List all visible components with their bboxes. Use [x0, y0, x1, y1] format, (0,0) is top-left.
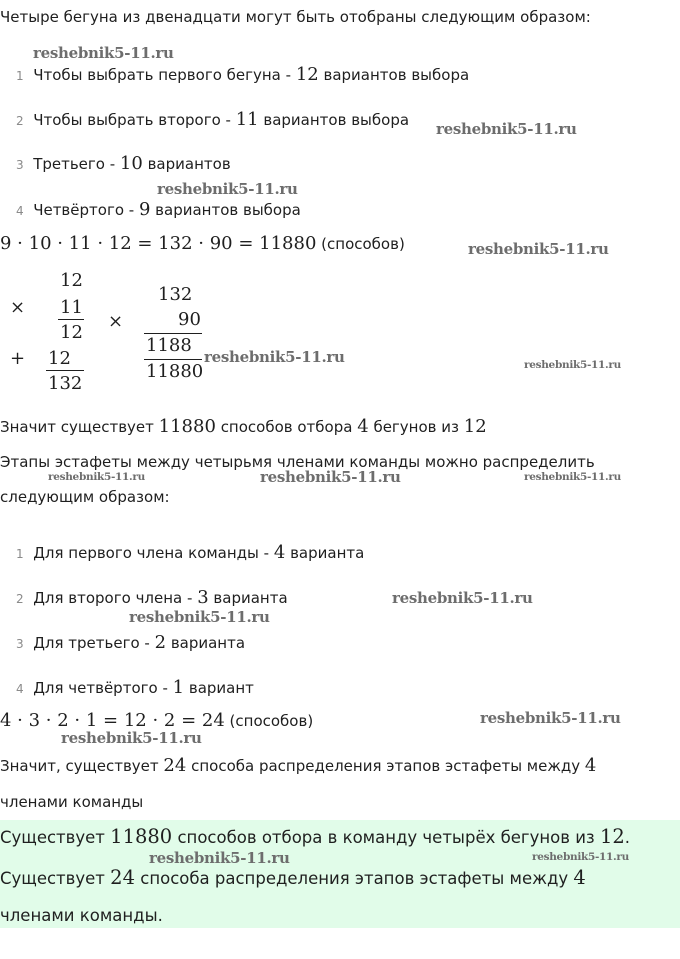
formula-line: [0, 710, 313, 731]
list-text: вариантов выбора: [318, 66, 470, 84]
conclusion-text: способа распределения этапов эстафеты между: [186, 757, 585, 775]
list-item: [16, 542, 364, 563]
list-number-value: 10: [119, 153, 143, 174]
product-result: 11880: [146, 361, 204, 382]
list-text: Третьего -: [33, 155, 120, 173]
list-text: Для третьего -: [33, 634, 155, 652]
answer-line3: членами команды.: [0, 906, 163, 925]
list-item: [16, 64, 469, 85]
list-text: Для первого члена команды -: [33, 544, 274, 562]
list-number-value: 12: [295, 64, 319, 85]
list-item: [16, 632, 245, 653]
conclusion-text: бегунов из: [368, 418, 464, 436]
list-text: Чтобы выбрать второго -: [33, 111, 236, 129]
list-number-value: 2: [154, 632, 167, 653]
list-item: [16, 587, 288, 608]
answer-text: .: [624, 828, 631, 847]
list-text: вариантов выбора: [258, 111, 410, 129]
watermark: reshebnik5-11.ru: [48, 471, 145, 483]
list-number: 1: [16, 69, 24, 83]
answer-number: 12: [599, 825, 625, 848]
conclusion-number: 12: [463, 416, 487, 437]
list-number-value: 3: [197, 587, 209, 608]
watermark: reshebnik5-11.ru: [524, 359, 621, 371]
list-number: 2: [16, 592, 24, 606]
answer-line2: [0, 866, 586, 889]
list-number-value: 1: [172, 677, 185, 698]
formula-line: [0, 233, 405, 254]
list-item: [16, 199, 301, 220]
list-number: 4: [16, 682, 24, 696]
product-result: 132: [48, 373, 83, 394]
rule-line: [144, 333, 202, 334]
conclusion-number: 24: [163, 755, 187, 776]
list-text: варианта: [285, 544, 365, 562]
conclusion-text: способов отбора: [215, 418, 358, 436]
list-text: варианта: [208, 589, 288, 607]
part2-conclusion-line2: членами команды: [0, 793, 144, 811]
watermark: reshebnik5-11.ru: [157, 180, 298, 198]
part2-intro-line2: следующим образом:: [0, 488, 170, 506]
watermark: reshebnik5-11.ru: [524, 471, 621, 483]
conclusion-number: 4: [357, 416, 369, 437]
watermark: reshebnik5-11.ru: [480, 709, 621, 727]
conclusion-text: Значит, существует: [0, 757, 164, 775]
list-number: 1: [16, 547, 24, 561]
partial-product: 1188: [146, 335, 192, 356]
watermark: reshebnik5-11.ru: [204, 348, 345, 366]
formula: 9 · 10 · 11 · 12 = 132 · 90 = 11880: [0, 233, 317, 254]
multiplier: 90: [178, 309, 201, 330]
list-text: вариантов: [142, 155, 231, 173]
watermark: reshebnik5-11.ru: [149, 849, 290, 867]
list-item: [16, 677, 254, 698]
list-number-value: 9: [138, 199, 151, 220]
answer-number: 11880: [110, 825, 173, 848]
list-item: [16, 109, 409, 130]
list-text: Чтобы выбрать первого бегуна -: [33, 66, 296, 84]
times-sign: ×: [108, 311, 124, 332]
watermark: reshebnik5-11.ru: [392, 589, 533, 607]
list-number: 2: [16, 114, 24, 128]
answer-text: способа распределения этапов эстафеты между: [135, 869, 574, 888]
rule-line: [46, 370, 84, 371]
answer-text: Существует: [0, 869, 111, 888]
times-sign: ×: [10, 297, 26, 318]
answer-text: способов отбора в команду четырёх бегунов из: [172, 828, 600, 847]
list-number-value: 4: [273, 542, 286, 563]
watermark: reshebnik5-11.ru: [33, 44, 174, 62]
formula: 4 · 3 · 2 · 1 = 12 · 2 = 24: [0, 710, 225, 731]
multiplier: 11: [60, 297, 83, 318]
part1-intro: Четыре бегуна из двенадцати могут быть отобраны следующим образом:: [0, 8, 591, 26]
rule-line: [58, 319, 84, 320]
conclusion-number: 11880: [158, 416, 216, 437]
watermark: reshebnik5-11.ru: [260, 468, 401, 486]
answer-number: 24: [110, 866, 135, 889]
conclusion-text: Значит существует: [0, 418, 159, 436]
answer-number: 4: [573, 866, 586, 889]
part2-intro-line1: Этапы эстафеты между четырьмя членами команды можно распределить: [0, 453, 595, 471]
answer-text: Существует: [0, 828, 111, 847]
watermark: reshebnik5-11.ru: [61, 729, 202, 747]
list-text: Для четвёртого -: [33, 679, 173, 697]
partial-product: 12: [60, 322, 83, 343]
watermark: reshebnik5-11.ru: [468, 240, 609, 258]
formula-unit: (способов): [316, 235, 405, 253]
partial-product: 12: [48, 348, 71, 369]
list-number: 3: [16, 637, 24, 651]
multiplicand: 132: [158, 284, 193, 305]
conclusion-number: 4: [584, 755, 597, 776]
answer-line1: [0, 825, 630, 848]
list-number: 3: [16, 158, 24, 172]
part1-conclusion: [0, 416, 487, 437]
list-text: вариантов выбора: [150, 201, 301, 219]
watermark: reshebnik5-11.ru: [532, 851, 629, 863]
list-number-value: 11: [235, 109, 259, 130]
list-text: Для второго члена -: [33, 589, 198, 607]
plus-sign: +: [10, 348, 26, 369]
part2-conclusion: [0, 755, 596, 776]
rule-line: [144, 359, 202, 360]
list-number: 4: [16, 204, 24, 218]
formula-unit: (способов): [224, 712, 314, 730]
watermark: reshebnik5-11.ru: [129, 608, 270, 626]
list-text: вариант: [184, 679, 254, 697]
list-item: [16, 153, 231, 174]
list-text: Четвёртого -: [33, 201, 139, 219]
multiplicand: 12: [60, 270, 83, 291]
list-text: варианта: [166, 634, 246, 652]
watermark: reshebnik5-11.ru: [436, 120, 577, 138]
